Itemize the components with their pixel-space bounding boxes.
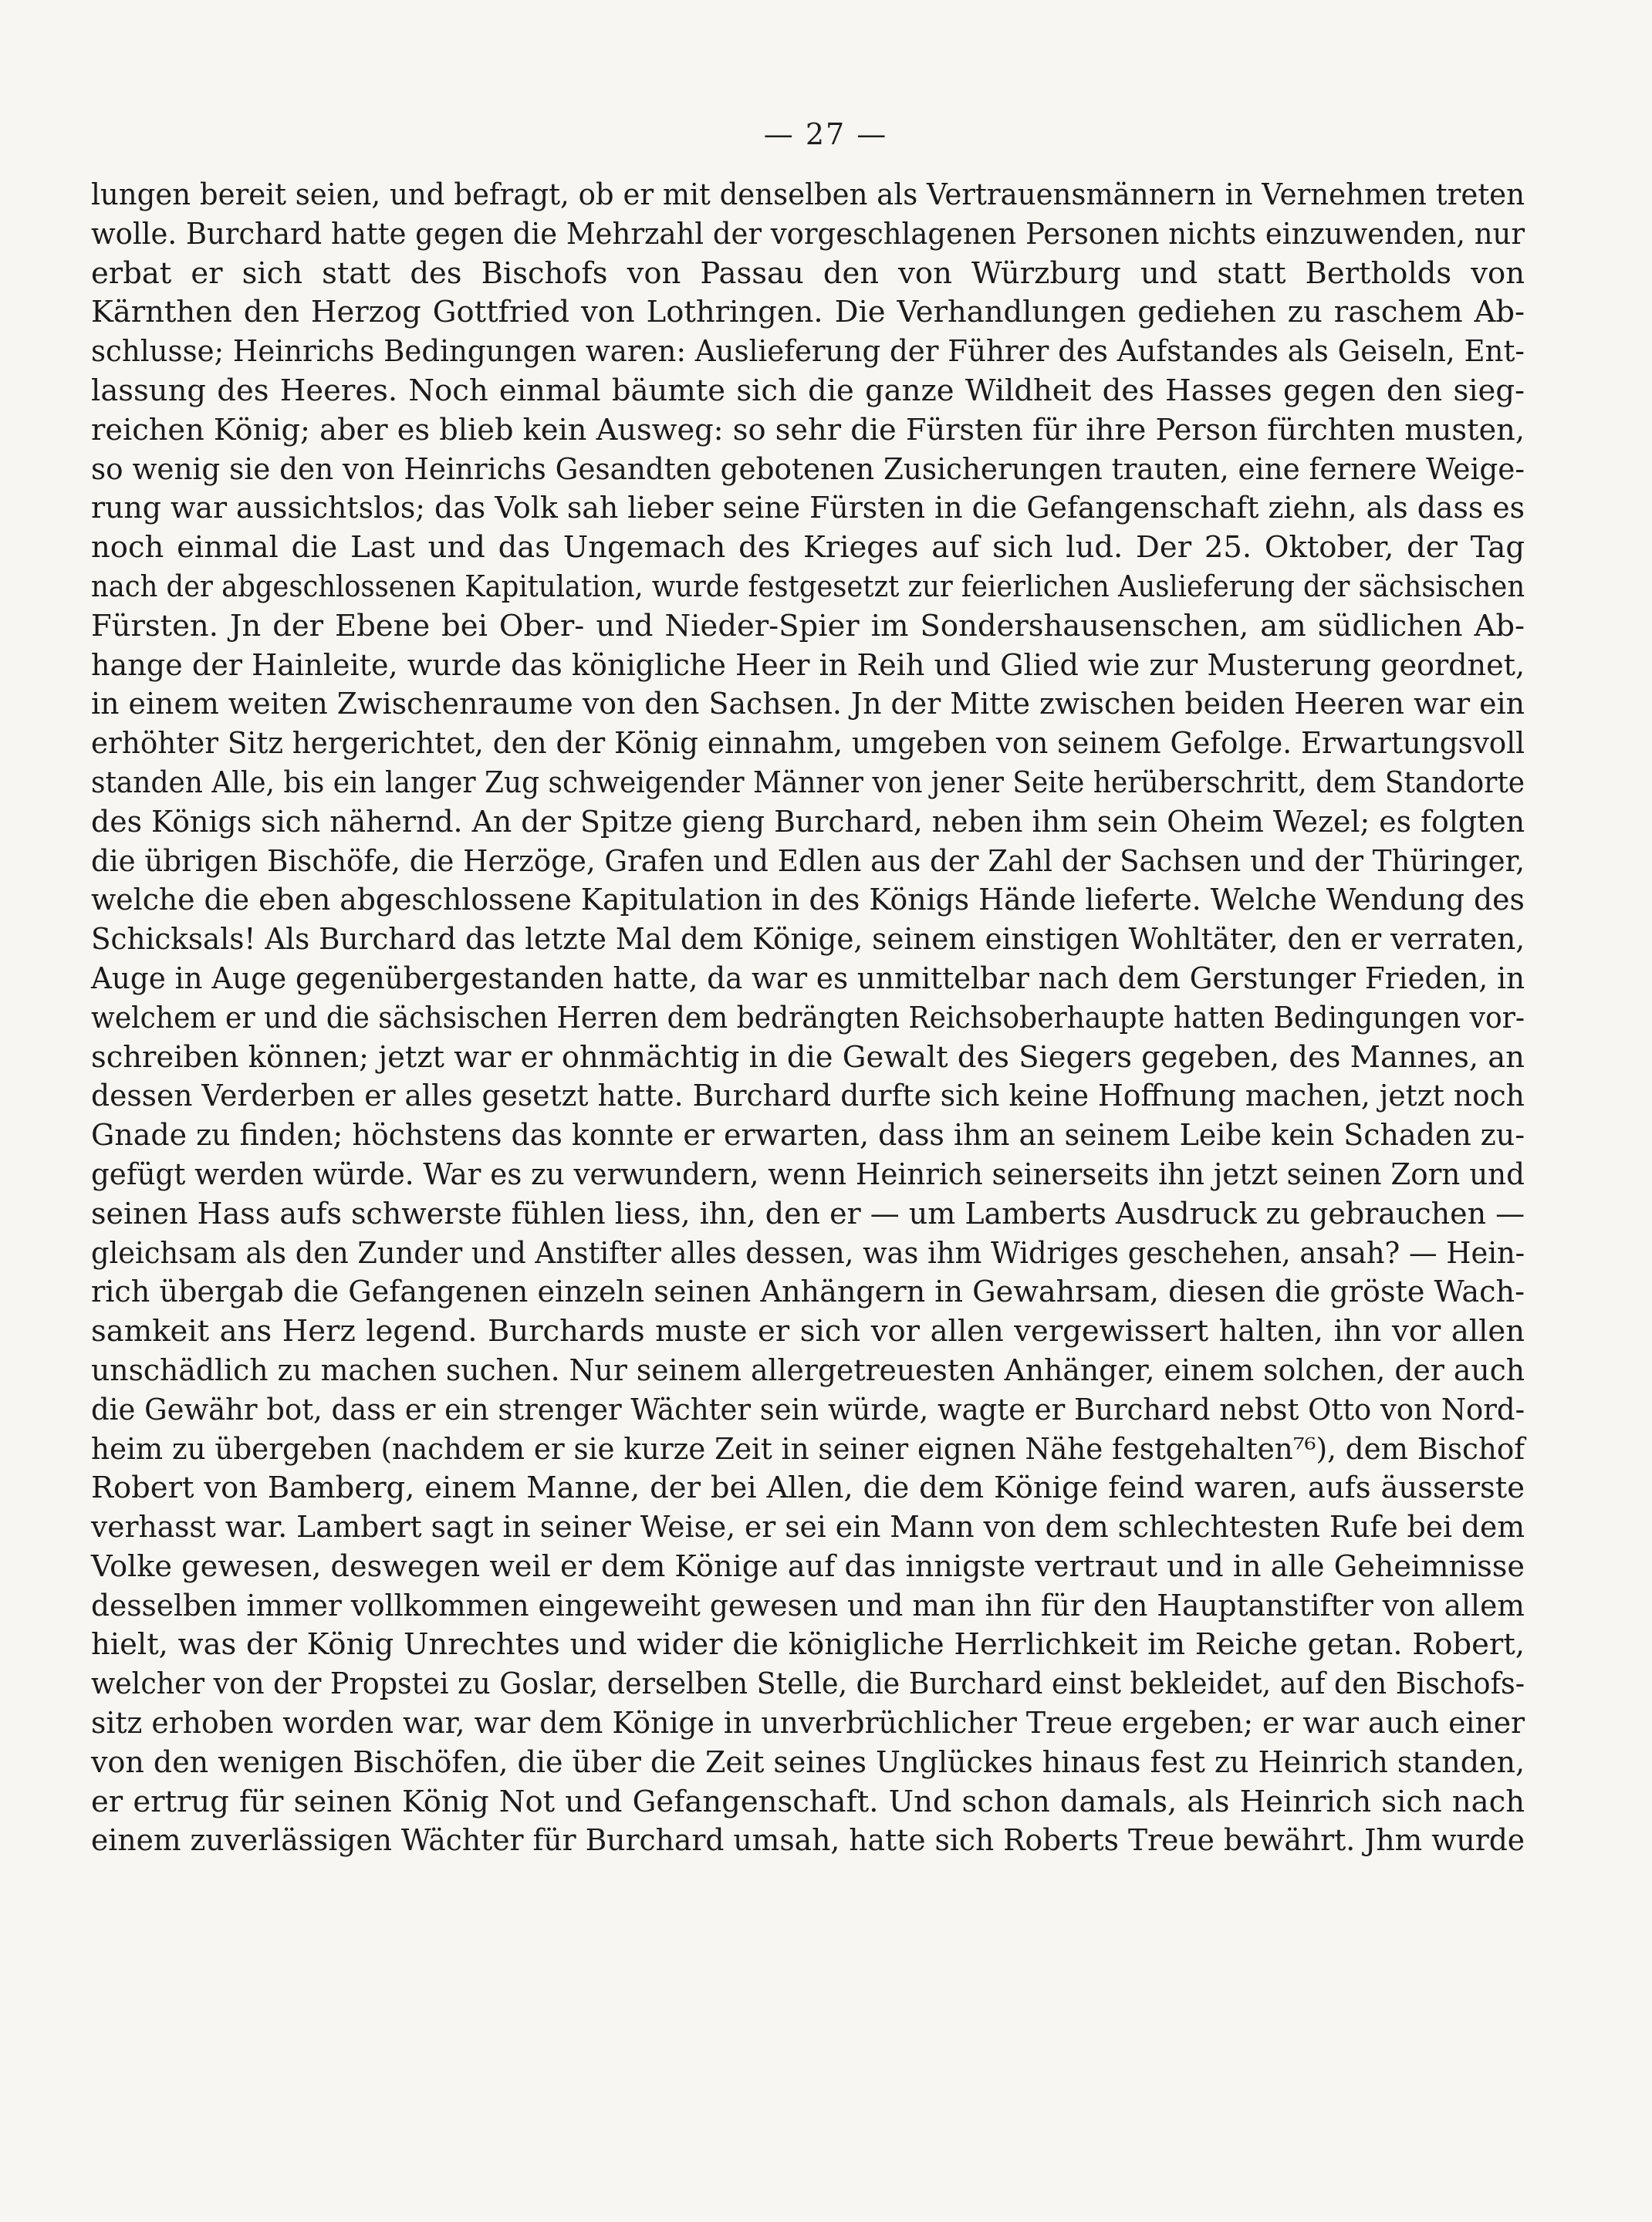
text-line: die übrigen Bischöfe, die Herzöge, Grafen und Edlen aus der Zahl der Sachsen und der Thüringer, — [91, 843, 1525, 879]
text-line: Robert von Bamberg, einem Manne, der bei Allen, die dem Könige feind waren, aufs äusserste — [91, 1471, 1525, 1506]
text-line: so wenig sie den von Heinrichs Gesandten gebotenen Zusicherungen trauten, eine fernere Weige- — [91, 451, 1525, 487]
text-line: des Königs sich nähernd. An der Spitze gieng Burchard, neben ihm sein Oheim Wezel; es folgten — [91, 804, 1525, 839]
text-line: hielt, was der König Unrechtes und wider die königliche Herrlichkeit im Reiche getan. Robert, — [91, 1627, 1525, 1663]
text-line: hange der Hainleite, wurde das königliche Heer in Reih und Glied wie zur Musterung geordnet, — [91, 647, 1525, 683]
text-line: seinen Hass aufs schwerste fühlen liess, ihn, den er — um Lamberts Ausdruck zu gebrauchen — — [91, 1196, 1525, 1231]
text-line: lungen bereit seien, und befragt, ob er mit denselben als Vertrauensmännern in Vernehmen treten — [91, 177, 1525, 212]
text-line: sitz erhoben worden war, war dem Könige in unverbrüchlicher Treue ergeben; er war auch einer — [91, 1706, 1525, 1741]
text-line: gleichsam als den Zunder und Anstifter alles dessen, was ihm Widriges geschehen, ansah? — Hein- — [91, 1235, 1525, 1271]
text-line: er ertrug für seinen König Not und Gefangenschaft. Und schon damals, als Heinrich sich nach — [91, 1784, 1525, 1819]
text-line: standen Alle, bis ein langer Zug schweigender Männer von jener Seite herüberschritt, dem Standorte — [91, 765, 1525, 800]
text-line: die Gewähr bot, dass er ein strenger Wächter sein würde, wagte er Burchard nebst Otto von Nord- — [91, 1392, 1525, 1427]
text-line: erbat er sich statt des Bischofs von Passau den von Würzburg und statt Bertholds von — [91, 255, 1525, 291]
text-line: Gnade zu finden; höchstens das konnte er erwarten, dass ihm an seinem Leibe kein Schaden zu- — [91, 1118, 1525, 1153]
text-line: verhasst war. Lambert sagt in seiner Weise, er sei ein Mann von dem schlechtesten Rufe bei dem — [91, 1510, 1525, 1545]
text-line: desselben immer vollkommen eingeweiht gewesen und man ihn für den Hauptanstifter von allem — [91, 1588, 1525, 1623]
text-line: Kärnthen den Herzog Gottfried von Lothringen. Die Verhandlungen gediehen zu raschem Ab- — [91, 295, 1525, 330]
text-line: reichen König; aber es blieb kein Ausweg: so sehr die Fürsten für ihre Person fürchten musten, — [91, 412, 1525, 447]
text-line: heim zu übergeben (nachdem er sie kurze Zeit in seiner eignen Nähe festgehalten⁷⁶), dem Bischof — [91, 1431, 1525, 1467]
text-line: lassung des Heeres. Noch einmal bäumte sich die ganze Wildheit des Hasses gegen den sieg- — [91, 373, 1525, 408]
text-line: Volke gewesen, deswegen weil er dem Könige auf das innigste vertraut und in alle Geheimnisse — [91, 1548, 1525, 1584]
text-line: von den wenigen Bischöfen, die über die Zeit seines Unglückes hinaus fest zu Heinrich standen, — [91, 1744, 1525, 1780]
text-line: Schicksals! Als Burchard das letzte Mal dem Könige, seinem einstigen Wohltäter, den er verraten, — [91, 922, 1525, 957]
text-line: welcher von der Propstei zu Goslar, derselben Stelle, die Burchard einst bekleidet, auf den Bischofs- — [91, 1666, 1525, 1702]
text-line: dessen Verderben er alles gesetzt hatte. Burchard durfte sich keine Hoffnung machen, jetzt noch — [91, 1079, 1525, 1114]
text-line: noch einmal die Last und das Ungemach des Krieges auf sich lud. Der 25. Oktober, der Tag — [91, 530, 1525, 566]
body-text — [91, 176, 1525, 1861]
text-line: welche die eben abgeschlossene Kapitulation in des Königs Hände lieferte. Welche Wendung des — [91, 883, 1525, 918]
text-line: samkeit ans Herz legend. Burchards muste er sich vor allen vergewissert halten, ihn vor allen — [91, 1314, 1525, 1349]
text-line: gefügt werden würde. War es zu verwundern, wenn Heinrich seinerseits ihn jetzt seinen Zorn und — [91, 1157, 1525, 1192]
text-line: unschädlich zu machen suchen. Nur seinem allergetreuesten Anhänger, einem solchen, der auch — [91, 1352, 1525, 1388]
text-line: erhöhter Sitz hergerichtet, den der König einnahm, umgeben von seinem Gefolge. Erwartungsvoll — [91, 726, 1525, 761]
text-line: einem zuverlässigen Wächter für Burchard umsah, hatte sich Roberts Treue bewährt. Jhm wurde — [91, 1823, 1525, 1859]
text-line: welchem er und die sächsischen Herren dem bedrängten Reichsoberhaupte hatten Bedingungen vor- — [91, 1000, 1525, 1035]
text-line: schlusse; Heinrichs Bedingungen waren: Auslieferung der Führer des Aufstandes als Geiseln, Ent- — [91, 334, 1525, 370]
text-line: Auge in Auge gegenübergestanden hatte, da war es unmittelbar nach dem Gerstunger Frieden, in — [91, 961, 1525, 996]
text-line: schreiben können; jetzt war er ohnmächtig in die Gewalt des Siegers gegeben, des Mannes, an — [91, 1039, 1525, 1075]
page-number: — 27 — — [763, 117, 888, 151]
text-line: rung war aussichtslos; das Volk sah lieber seine Fürsten in die Gefangenschaft ziehn, als dass es — [91, 491, 1525, 526]
text-line: in einem weiten Zwischenraume von den Sachsen. Jn der Mitte zwischen beiden Heeren war ein — [91, 687, 1525, 722]
text-line: rich übergab die Gefangenen einzeln seinen Anhängern in Gewahrsam, diesen die gröste Wach- — [91, 1275, 1525, 1310]
text-line: Fürsten. Jn der Ebene bei Ober- und Nieder-Spier im Sondershausenschen, am südlichen Ab- — [91, 608, 1525, 643]
text-line: nach der abgeschlossenen Kapitulation, wurde festgesetzt zur feierlichen Auslieferung der sächsischen — [91, 569, 1525, 604]
text-line: wolle. Burchard hatte gegen die Mehrzahl der vorgeschlagenen Personen nichts einzuwenden, nur — [91, 216, 1525, 252]
